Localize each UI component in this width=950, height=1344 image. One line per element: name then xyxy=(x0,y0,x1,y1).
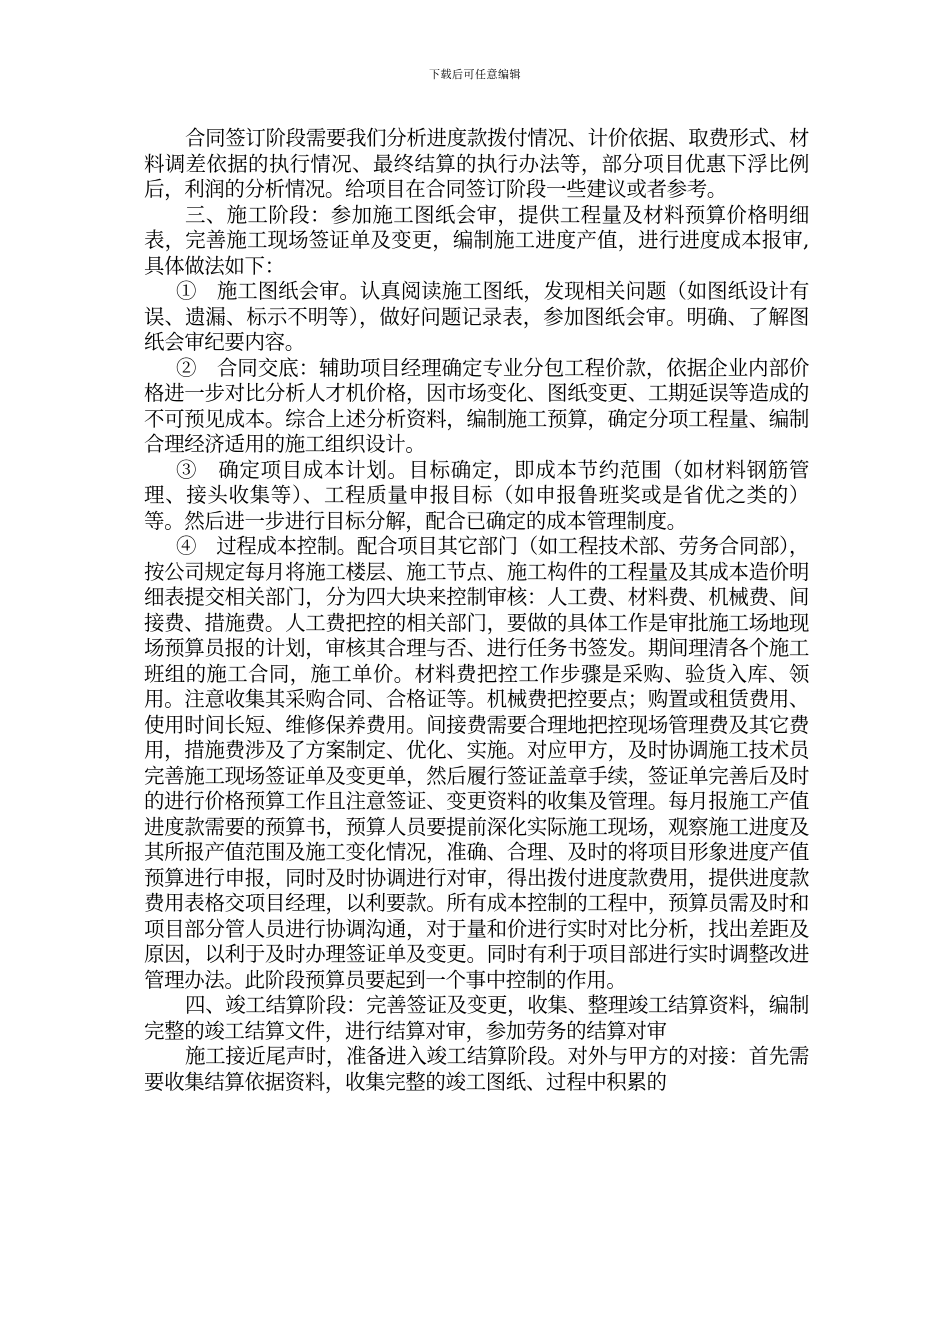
heading-construction-stage: 三、施工阶段：参加施工图纸会审，提供工程量及材料预算价格明细表，完善施工现场签证单及变更，编制施工进度产值，进行进度成本报审,具体做法如下： xyxy=(144,202,809,278)
paragraph-process-cost-control: ④ 过程成本控制。配合项目其它部门（如工程技术部、劳务合同部），按公司规定每月将施工楼层、施工节点、施工构件的工程量及其成本造价明细表提交相关部门，分为四大块来控制审核：人工费、材料费、机械费、间接费、措施费。人工费把控的相关部门，要做的具体工作是审批施工场地现场预算员报的计划，审核其合理与否、进行任务书签发。期间理清各个施工班组的施工合同，施工单价。材料费把控工作步骤是采购、验货入库、领用。注意收集其采购合同、合格证等。机械费把控要点；购置或租赁费用、使用时间长短、维修保养费用。间接费需要合理地把控现场管理费及其它费用，措施费涉及了方案制定、优化、实施。对应甲方，及时协调施工技术员完善施工现场签证单及变更单，然后履行签证盖章手续，签证单完善后及时的进行价格预算工作且注意签证、变更资料的收集及管理。每月报施工产值进度款需要的预算书，预算人员要提前深化实际施工现场，观察施工进度及其所报产值范围及施工变化情况，准确、合理、及时的将项目形象进度产值预算进行申报，同时及时协调进行对审，得出拨付进度款费用，提供进度款费用表格交项目经理，以利要款。所有成本控制的工程中，预算员需及时和项目部分管人员进行协调沟通，对于量和价进行实时对比分析，找出差距及原因，以利于及时办理签证单及变更。同时有利于项目部进行实时调整改进管理办法。此阶段预算员要起到一个事中控制的作用。 xyxy=(144,534,809,992)
paragraph-cost-plan: ③ 确定项目成本计划。目标确定，即成本节约范围（如材料钢筋管理、接头收集等）、工程质量申报目标（如申报鲁班奖或是省优之类的）等。然后进一步进行目标分解，配合已确定的成本管理制度。 xyxy=(144,457,809,533)
heading-completion-settlement: 四、竣工结算阶段：完善签证及变更，收集、整理竣工结算资料，编制完整的竣工结算文件，进行结算对审，参加劳务的结算对审 xyxy=(144,993,809,1043)
paragraph-contract-briefing: ② 合同交底：辅助项目经理确定专业分包工程价款，依据企业内部价格进一步对比分析人才机价格，因市场变化、图纸变更、工期延误等造成的不可预见成本。综合上述分析资料，编制施工预算，确定分项工程量、编制合理经济适用的施工组织设计。 xyxy=(144,355,809,456)
paragraph-drawing-review: ① 施工图纸会审。认真阅读施工图纸，发现相关问题（如图纸设计有误、遗漏、标示不明等），做好问题记录表，参加图纸会审。明确、了解图纸会审纪要内容。 xyxy=(144,279,809,354)
document-body xyxy=(144,126,809,1095)
paragraph-settlement-prep: 施工接近尾声时，准备进入竣工结算阶段。对外与甲方的对接：首先需要收集结算依据资料，收集完整的竣工图纸、过程中积累的 xyxy=(144,1044,809,1094)
page-header: 下载后可任意编辑 xyxy=(429,68,521,81)
paragraph-contract-signing: 合同签订阶段需要我们分析进度款拨付情况、计价依据、取费形式、材料调差依据的执行情况、最终结算的执行办法等，部分项目优惠下浮比例后，利润的分析情况。给项目在合同签订阶段一些建议或者参考。 xyxy=(144,126,809,201)
